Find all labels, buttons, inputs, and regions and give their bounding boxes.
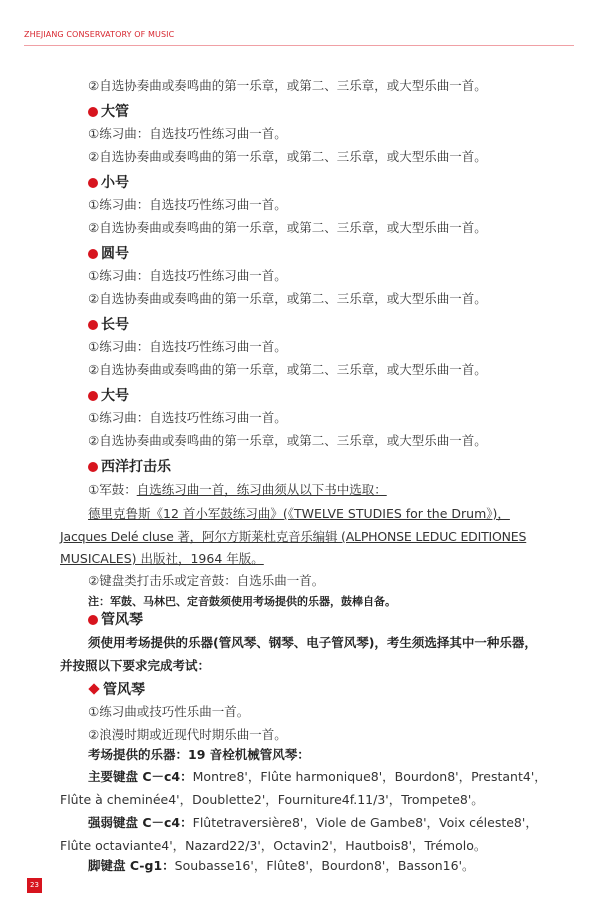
heading-text: 大管: [101, 104, 129, 120]
paragraph: ②自选协奏曲或奏鸣曲的第一乐章，或第二、三乐章，或大型乐曲一首。: [88, 149, 487, 164]
paragraph: ①练习曲：自选技巧性练习曲一首。: [88, 339, 287, 354]
paragraph: [88, 769, 547, 785]
stop-list: Flûte à cheminée4'，Doublette2'，Fourniture4f.11/3'，Trompete8'。: [60, 792, 484, 807]
stop-list: Flûte octaviante4'，Nazard22/3'，Octavin2'，Hautbois8'，Trémolo。: [60, 838, 487, 853]
paragraph: 须使用考场提供的乐器(管风琴、钢琴、电子管风琴)，考生须选择其中一种乐器，: [88, 635, 537, 650]
paragraph: 考场提供的乐器：19 音栓机械管风琴：: [88, 747, 310, 762]
paragraph: ①练习曲：自选技巧性练习曲一首。: [88, 268, 287, 283]
paragraph: ②自选协奏曲或奏鸣曲的第一乐章，或第二、三乐章，或大型乐曲一首。: [88, 362, 487, 377]
paragraph: [88, 858, 475, 874]
paragraph: ②键盘类打击乐或定音鼓：自选乐曲一首。: [88, 573, 325, 588]
paragraph: ①练习曲：自选技巧性练习曲一首。: [88, 410, 287, 425]
stop-list: Flûtetraversière8'，Viole de Gambe8'，Voix céleste8'，: [192, 815, 538, 830]
section-heading-horn: [88, 246, 129, 262]
header-divider: [24, 45, 574, 46]
paragraph: ②自选协奏曲或奏鸣曲的第一乐章，或第二、三乐章，或大型乐曲一首。: [88, 433, 487, 448]
paragraph: ②自选协奏曲或奏鸣曲的第一乐章，或第二、三乐章，或大型乐曲一首。: [88, 78, 487, 93]
paragraph: ①练习曲或技巧性乐曲一首。: [88, 704, 250, 719]
heading-text: 管风琴: [101, 612, 143, 628]
underlined-text: 自选练习曲一首，练习曲须从以下书中选取：: [136, 482, 387, 497]
heading-text: 管风琴: [103, 682, 145, 698]
paragraph: [88, 482, 387, 498]
paragraph: [88, 815, 538, 831]
book-reference: Jacques Delé cluse 著，阿尔方斯莱杜克音乐编辑 (ALPHONSE LEDUC EDITIONES: [60, 529, 527, 544]
bullet-icon: [88, 249, 98, 259]
paragraph: 并按照以下要求完成考试：: [60, 658, 211, 673]
bullet-icon: [88, 320, 98, 330]
book-reference: MUSICALES) 出版社，1964 年版。: [60, 551, 264, 566]
heading-text: 圆号: [101, 246, 129, 262]
heading-text: 西洋打击乐: [101, 459, 171, 475]
book-reference: 德里克鲁斯《12 首小军鼓练习曲》(《TWELVE STUDIES for the Drum》)，: [88, 506, 510, 521]
bullet-icon: [88, 107, 98, 117]
paragraph: ②自选协奏曲或奏鸣曲的第一乐章，或第二、三乐章，或大型乐曲一首。: [88, 220, 487, 235]
keyboard-label: 脚键盘 C-g1：: [88, 858, 175, 873]
section-heading-organ: [88, 612, 143, 628]
subsection-heading-organ: [88, 682, 145, 698]
running-header: ZHEJIANG CONSERVATORY OF MUSIC: [24, 30, 175, 39]
section-heading-percussion: [88, 459, 171, 475]
section-heading-bassoon: [88, 104, 129, 120]
paragraph: ②自选协奏曲或奏鸣曲的第一乐章，或第二、三乐章，或大型乐曲一首。: [88, 291, 487, 306]
keyboard-label: 强弱键盘 C－c4：: [88, 815, 193, 830]
bullet-icon: [88, 391, 98, 401]
stop-list: Montre8'，Flûte harmonique8'，Bourdon8'，Prestant4'，: [192, 769, 547, 784]
paragraph: ①练习曲：自选技巧性练习曲一首。: [88, 197, 287, 212]
item-label: ①军鼓：: [88, 482, 137, 497]
heading-text: 小号: [101, 175, 129, 191]
bullet-icon: [88, 462, 98, 472]
section-heading-trombone: [88, 317, 129, 333]
paragraph: ①练习曲：自选技巧性练习曲一首。: [88, 126, 287, 141]
heading-text: 大号: [101, 388, 129, 404]
diamond-bullet-icon: [88, 683, 99, 694]
paragraph: ②浪漫时期或近现代时期乐曲一首。: [88, 727, 287, 742]
heading-text: 长号: [101, 317, 129, 333]
bullet-icon: [88, 178, 98, 188]
section-heading-tuba: [88, 388, 129, 404]
bullet-icon: [88, 615, 98, 625]
section-heading-trumpet: [88, 175, 129, 191]
page-number: 23: [27, 878, 42, 893]
note: 注：军鼓、马林巴、定音鼓须使用考场提供的乐器，鼓棒自备。: [88, 595, 396, 608]
stop-list: Soubasse16'，Flûte8'，Bourdon8'，Basson16'。: [174, 858, 475, 873]
keyboard-label: 主要键盘 C－c4：: [88, 769, 193, 784]
